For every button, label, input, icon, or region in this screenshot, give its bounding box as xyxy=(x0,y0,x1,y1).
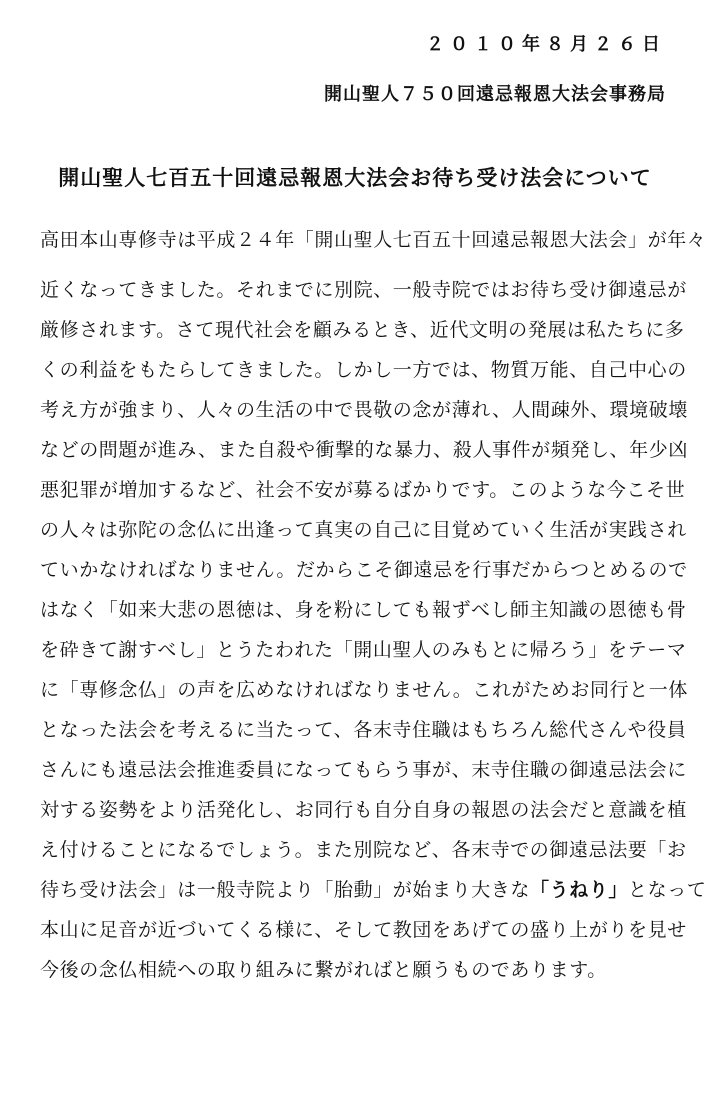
body-line: 対する姿勢をより活発化し、お同行も自分自身の報恩の法会だと意識を植 xyxy=(40,799,687,821)
document-title: 開山聖人七百五十回遠忌報恩大法会お待ち受け法会について xyxy=(58,166,652,190)
body-line: 本山に足音が近づいてくる様に、そして教団をあげての盛り上がりを見せ xyxy=(40,919,687,941)
body-line: を砕きて謝すべし」とうたわれた「開山聖人のみもとに帰ろう」をテーマ xyxy=(40,639,687,661)
body-line: に「専修念仏」の声を広めなければなりません。これがためお同行と一体 xyxy=(40,679,688,701)
line-segment: となって xyxy=(628,879,707,901)
body-line: ていかなければなりません。だからこそ御遠忌を行事だからつとめるので xyxy=(40,559,688,581)
body-line: 考え方が強まり、人々の生活の中で畏敬の念が薄れ、人間疎外、環境破壊 xyxy=(40,399,688,421)
issuing-office: 開山聖人７５０回遠忌報恩大法会事務局 xyxy=(324,84,666,105)
body-line: 高田本山専修寺は平成２４年「開山聖人七百五十回遠忌報恩大法会」が年々 xyxy=(40,229,707,251)
body-line: となった法会を考えるに当たって、各末寺住職はもちろん総代さんや役員 xyxy=(40,719,687,741)
body-line: くの利益をもたらしてきました。しかし一方では、物質万能、自己中心の xyxy=(40,359,687,381)
body-line: さんにも遠忌法会推進委員になってもらう事が、末寺住職の御遠忌法会に xyxy=(40,759,687,781)
body-line: 厳修されます。さて現代社会を顧みるとき、近代文明の発展は私たちに多 xyxy=(40,319,685,341)
body-line: 悪犯罪が増加するなど、社会不安が募るばかりです。このような今こそ世 xyxy=(40,479,686,501)
body-line: の人々は弥陀の念仏に出逢って真実の自己に目覚めていく生活が実践され xyxy=(40,519,687,541)
body-line: 今後の念仏相続への取り組みに繋がればと願うものであります。 xyxy=(40,959,607,981)
emphasis-uneri: 「うねり」 xyxy=(530,879,629,901)
line-segment: 待ち受け法会」は一般寺院より「胎動」が始まり大きな xyxy=(40,879,531,901)
body-line-with-emphasis xyxy=(40,875,707,902)
body-line: 近くなってきました。それまでに別院、一般寺院ではお待ち受け御遠忌が xyxy=(40,279,687,301)
document-date: ２０１０年８月２６日 xyxy=(426,34,666,55)
body-line: はなく「如来大悲の恩徳は、身を粉にしても報ずべし師主知識の恩徳も骨 xyxy=(40,599,687,621)
body-line: などの問題が進み、また自殺や衝撃的な暴力、殺人事件が頻発し、年少凶 xyxy=(40,439,688,461)
body-line: え付けることになるでしょう。また別院など、各末寺での御遠忌法要「お xyxy=(40,839,687,861)
